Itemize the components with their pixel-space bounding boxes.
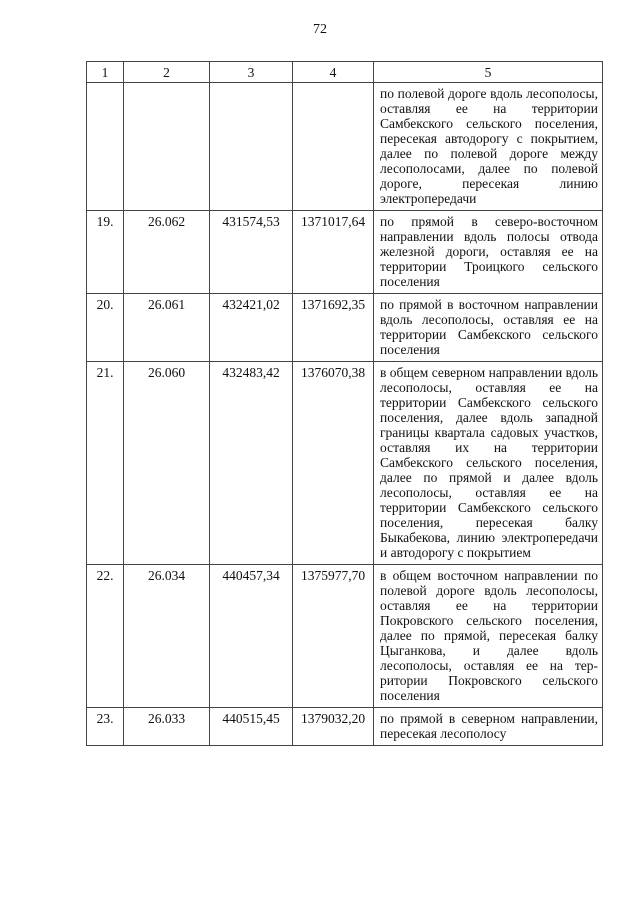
column-header: 3 [210,62,293,83]
table-row [87,565,603,708]
y-coordinate-cell: 1379032,20 [293,708,374,746]
boundary-description-cell: в общем восточном направлении по полевой дороге вдоль лесополосы, оставляя ее на территории Покровского сельского поселения, далее по прямой, пересекая балку Цыганкова, и далее вдоль лесополосы, оставляя ее на территории Покровского сельского поселения [374,565,603,708]
table-row [87,362,603,565]
point-number-cell: 23. [87,708,124,746]
point-code-cell: 26.061 [124,294,210,362]
column-header: 5 [374,62,603,83]
point-code-cell: 26.060 [124,362,210,565]
x-coordinate-cell: 431574,53 [210,211,293,294]
point-code-cell: 26.034 [124,565,210,708]
y-coordinate-cell [293,83,374,211]
x-coordinate-cell [210,83,293,211]
point-code-cell [124,83,210,211]
x-coordinate-cell: 440515,45 [210,708,293,746]
boundary-description-cell: по прямой в восточном направлении вдоль лесополосы, оставляя ее на территории Самбекского сельского поселения [374,294,603,362]
point-number-cell: 19. [87,211,124,294]
table-row [87,708,603,746]
x-coordinate-cell: 432421,02 [210,294,293,362]
column-header: 1 [87,62,124,83]
table-row [87,211,603,294]
table-header-row [87,62,603,83]
point-number-cell: 20. [87,294,124,362]
table-row [87,83,603,211]
y-coordinate-cell: 1371692,35 [293,294,374,362]
y-coordinate-cell: 1375977,70 [293,565,374,708]
boundary-description-cell: по прямой в северном направлении, пересекая лесополосу [374,708,603,746]
table-row [87,294,603,362]
x-coordinate-cell: 440457,34 [210,565,293,708]
point-code-cell: 26.062 [124,211,210,294]
boundary-description-cell: по прямой в северо-восточном направлении вдоль полосы отвода железной дороги, оставляя ее на территории Троицкого сельского поселения [374,211,603,294]
boundary-description-cell: по полевой дороге вдоль лесополосы, оставляя ее на территории Самбекского сельского поселения, пересекая автодорогу с покрытием, далее по полевой дороге между лесополосами, далее по полевой дороге, пересекая линию электропередачи [374,83,603,211]
y-coordinate-cell: 1371017,64 [293,211,374,294]
page-number: 72 [313,22,327,37]
boundary-description-cell: в общем северном направлении вдоль лесополосы, оставляя ее на территории Самбекского сельского поселения, далее вдоль западной границы квартала садовых участков, оставляя их на территории Самбекского сельского поселения, далее по прямой и далее вдоль лесополосы, оставляя ее на территории Самбекского сельского поселения, пересекая балку Быкабекова, линию электропередачи и автодорогу с покрытием [374,362,603,565]
column-header: 2 [124,62,210,83]
x-coordinate-cell: 432483,42 [210,362,293,565]
column-header: 4 [293,62,374,83]
point-number-cell: 22. [87,565,124,708]
point-code-cell: 26.033 [124,708,210,746]
point-number-cell [87,83,124,211]
boundary-table [86,61,603,746]
y-coordinate-cell: 1376070,38 [293,362,374,565]
point-number-cell: 21. [87,362,124,565]
